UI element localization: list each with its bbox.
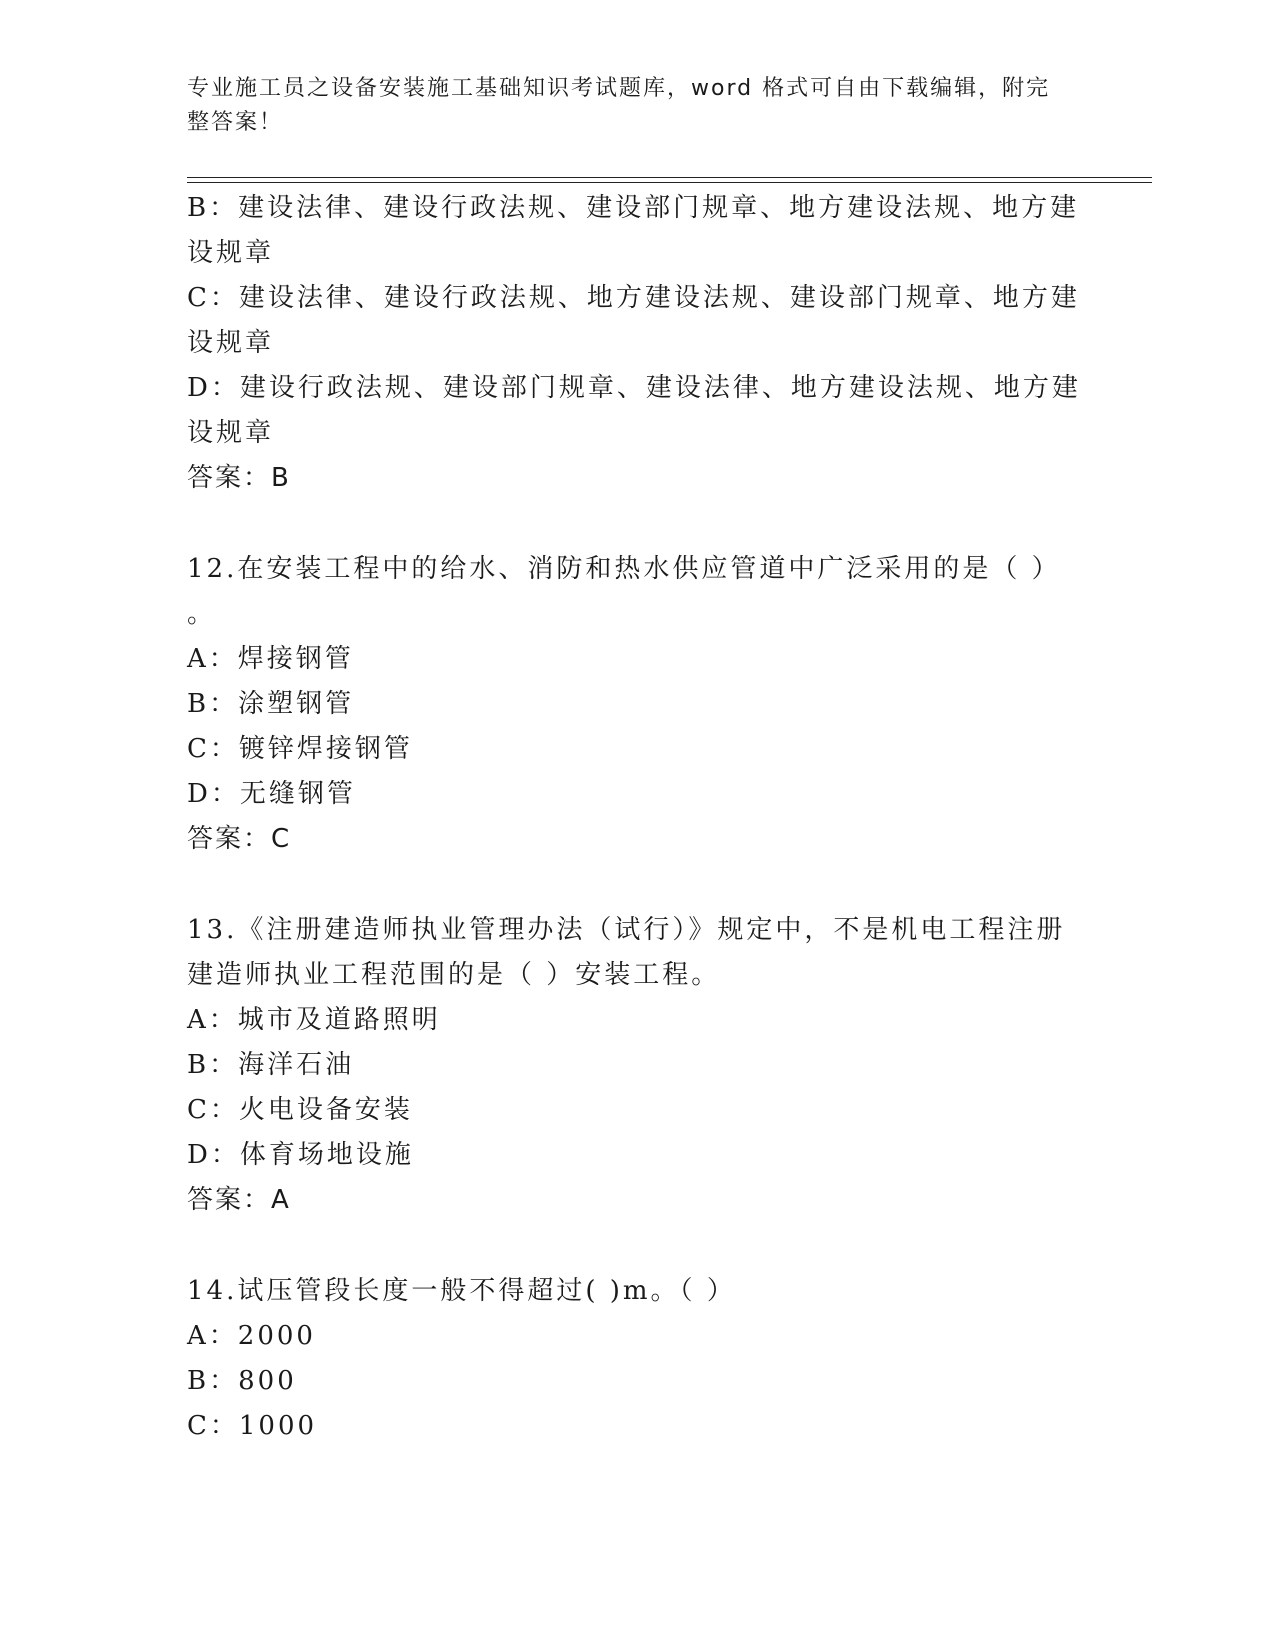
answer-13: 答案：A (187, 1185, 291, 1215)
option-b: B：800 (187, 1366, 297, 1396)
spacer (187, 862, 1087, 908)
option-d-line-1: D：建设行政法规、建设部门规章、建设法律、地方建设法规、地方建 (187, 373, 1081, 403)
option-a: A：城市及道路照明 (187, 1005, 441, 1035)
question-14 (187, 1269, 1087, 1449)
option-d: D：无缝钢管 (187, 779, 356, 809)
question-14-stem: 14.试压管段长度一般不得超过( )m。（ ） (187, 1276, 736, 1306)
option-c: C：镀锌焊接钢管 (187, 734, 413, 764)
question-12-stem-line-1: 12.在安装工程中的给水、消防和热水供应管道中广泛采用的是（ ） (187, 554, 1061, 584)
spacer (187, 501, 1087, 547)
spacer (187, 1223, 1087, 1269)
option-b: B：海洋石油 (187, 1050, 355, 1080)
header-line-1: 专业施工员之设备安装施工基础知识考试题库，word 格式可自由下载编辑，附完 (187, 76, 1051, 101)
option-c-line-1: C：建设法律、建设行政法规、地方建设法规、建设部门规章、地方建 (187, 283, 1080, 313)
question-13 (187, 908, 1087, 1223)
header-divider-top (187, 177, 1152, 178)
header-divider-bottom (187, 182, 1152, 183)
option-c: C：1000 (187, 1411, 318, 1441)
question-11-options (187, 186, 1087, 501)
option-d-line-2: 设规章 (187, 418, 275, 448)
option-d: D：体育场地设施 (187, 1140, 414, 1170)
option-c: C：火电设备安装 (187, 1095, 413, 1125)
option-a: A：焊接钢管 (187, 644, 354, 674)
document-body (187, 186, 1087, 1449)
option-b-line-1: B：建设法律、建设行政法规、建设部门规章、地方建设法规、地方建 (187, 193, 1080, 223)
question-13-stem-line-1: 13.《注册建造师执业管理办法（试行）》规定中，不是机电工程注册 (187, 915, 1066, 945)
answer-12: 答案：C (187, 824, 292, 854)
question-12 (187, 547, 1087, 862)
question-13-stem-line-2: 建造师执业工程范围的是（ ）安装工程。 (187, 960, 721, 990)
question-12-stem-line-2: 。 (187, 599, 217, 629)
answer-11: 答案：B (187, 463, 291, 493)
header-line-2: 整答案！ (187, 110, 284, 135)
option-b-line-2: 设规章 (187, 238, 275, 268)
option-b: B：涂塑钢管 (187, 689, 355, 719)
option-c-line-2: 设规章 (187, 328, 275, 358)
document-header (187, 72, 1067, 140)
option-a: A：2000 (187, 1321, 316, 1351)
